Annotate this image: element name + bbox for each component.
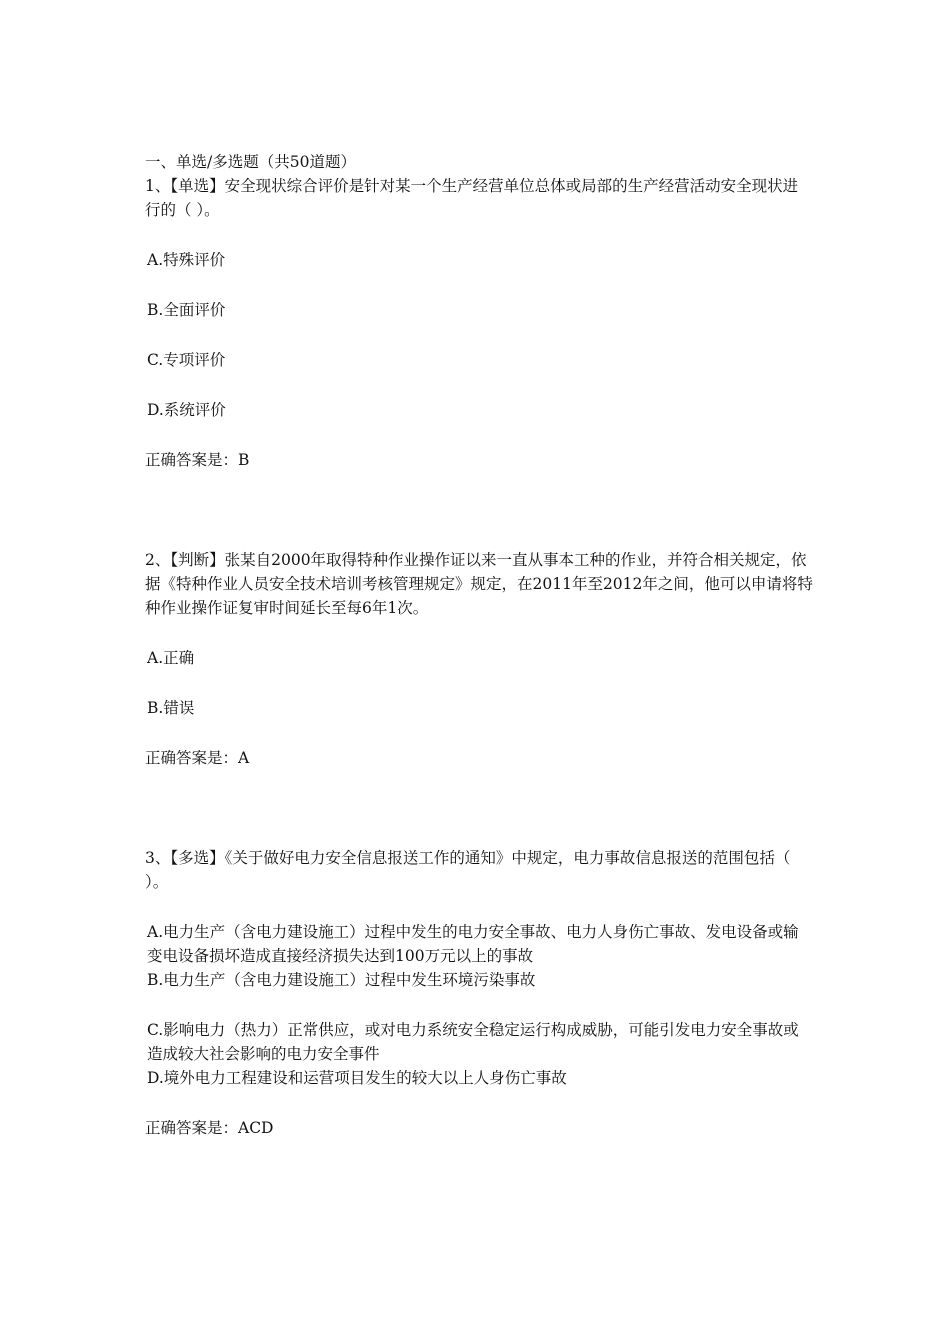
- section-title: 一、单选/多选题（共50道题）: [145, 153, 356, 171]
- question-1: [145, 174, 813, 472]
- correct-answer: 正确答案是：B: [145, 451, 250, 469]
- option-a: A.电力生产（含电力建设施工）过程中发生的电力安全事故、电力人身伤亡事故、发电设备或输变电设备损坏造成直接经济损失达到100万元以上的事故: [147, 923, 799, 965]
- correct-answer: 正确答案是：ACD: [145, 1119, 274, 1137]
- option-b: B.电力生产（含电力建设施工）过程中发生环境污染事故: [147, 971, 536, 989]
- option-a: A.正确: [147, 649, 195, 667]
- question-3: [145, 846, 813, 1140]
- option-b: B.错误: [147, 699, 195, 717]
- question-text: 3、【多选】《关于做好电力安全信息报送工作的通知》中规定，电力事故信息报送的范围包括（ ）。: [145, 849, 791, 891]
- document-page: [145, 150, 813, 1140]
- option-b: B.全面评价: [147, 301, 226, 319]
- question-text: 2、【判断】张某自2000年取得特种作业操作证以来一直从事本工种的作业，并符合相关规定，依据《特种作业人员安全技术培训考核管理规定》规定，在2011年至2012年之间，他可以申请将特种作业操作证复审时间延长至每6年1次。: [145, 551, 813, 617]
- question-2: [145, 548, 813, 770]
- option-d: D.境外电力工程建设和运营项目发生的较大以上人身伤亡事故: [147, 1069, 567, 1087]
- option-d: D.系统评价: [147, 401, 226, 419]
- option-c: C.影响电力（热力）正常供应，或对电力系统安全稳定运行构成威胁，可能引发电力安全事故或造成较大社会影响的电力安全事件: [147, 1021, 799, 1063]
- correct-answer: 正确答案是：A: [145, 749, 250, 767]
- option-a: A.特殊评价: [147, 251, 226, 269]
- question-text: 1、【单选】安全现状综合评价是针对某一个生产经营单位总体或局部的生产经营活动安全现状进行的（ ）。: [145, 177, 799, 219]
- option-c: C.专项评价: [147, 351, 226, 369]
